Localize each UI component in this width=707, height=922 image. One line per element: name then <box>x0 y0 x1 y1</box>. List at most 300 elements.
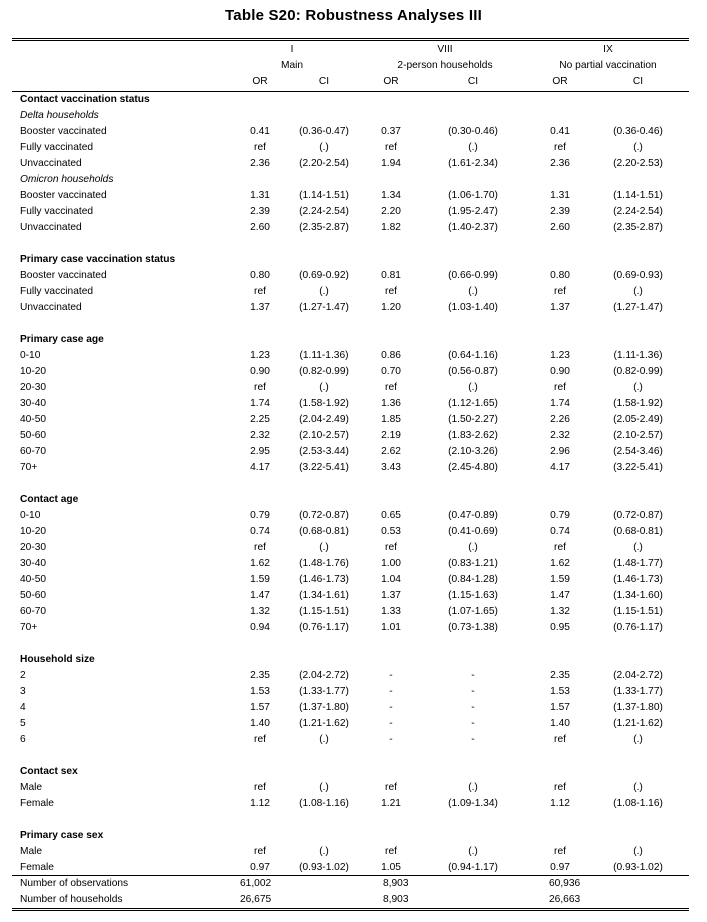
or-value: 1.34 <box>381 190 401 201</box>
or-value: 2.95 <box>250 446 270 457</box>
row-label: 0-10 <box>20 510 41 521</box>
model-roman-3: IX <box>603 44 613 55</box>
table-row <box>0 524 707 540</box>
or-value: 1.47 <box>550 590 570 601</box>
row-label: Unvaccinated <box>20 302 82 313</box>
ci-value: (0.84-1.28) <box>448 574 498 585</box>
footer-value: 8,903 <box>383 894 409 905</box>
row-label: 40-50 <box>20 414 47 425</box>
ci-value: (1.37-1.80) <box>299 702 349 713</box>
table-row <box>0 732 707 748</box>
subsection-title <box>0 108 707 124</box>
table-row <box>0 540 707 556</box>
ci-value: (.) <box>468 846 478 857</box>
row-label: 0-10 <box>20 350 41 361</box>
or-value: 1.12 <box>550 798 570 809</box>
ci-value: (.) <box>468 542 478 553</box>
or-value: 0.80 <box>250 270 270 281</box>
row-label: 30-40 <box>20 398 47 409</box>
footer-label: Number of observations <box>20 878 129 889</box>
row-label: 3 <box>20 686 26 697</box>
or-value: 0.81 <box>381 270 401 281</box>
ci-value: (.) <box>633 142 643 153</box>
or-value: 2.36 <box>250 158 270 169</box>
section-title <box>0 332 707 348</box>
footer-value: 8,903 <box>383 878 409 889</box>
or-header: OR <box>383 76 399 87</box>
model-roman-1: I <box>290 44 294 55</box>
ci-value: (1.37-1.80) <box>613 702 663 713</box>
or-value: 1.23 <box>550 350 570 361</box>
table-row <box>0 796 707 812</box>
ci-value: (2.45-4.80) <box>448 462 498 473</box>
table-row <box>0 860 707 876</box>
or-value: ref <box>254 782 266 793</box>
ci-value: (.) <box>633 734 643 745</box>
or-value: ref <box>385 382 397 393</box>
row-label: Fully vaccinated <box>20 206 94 217</box>
or-value: 1.21 <box>381 798 401 809</box>
table-row <box>0 188 707 204</box>
table-row <box>0 700 707 716</box>
row-label: 40-50 <box>20 574 47 585</box>
table-row <box>0 444 707 460</box>
or-value: ref <box>254 846 266 857</box>
ci-value: (1.33-1.77) <box>299 686 349 697</box>
ci-value: (0.72-0.87) <box>299 510 349 521</box>
row-label: 50-60 <box>20 430 47 441</box>
or-value: 0.90 <box>250 366 270 377</box>
section-title <box>0 764 707 780</box>
ci-value: (.) <box>319 286 329 297</box>
or-value: 0.37 <box>381 126 401 137</box>
or-value: 1.12 <box>250 798 270 809</box>
table-row <box>0 604 707 620</box>
table-row <box>0 348 707 364</box>
ci-value: (1.21-1.62) <box>613 718 663 729</box>
or-value: 1.47 <box>250 590 270 601</box>
row-label: Unvaccinated <box>20 158 82 169</box>
table-row <box>0 140 707 156</box>
or-value: 0.79 <box>250 510 270 521</box>
or-value: ref <box>254 734 266 745</box>
row-label: 20-30 <box>20 542 47 553</box>
section-title-label: Primary case age <box>20 334 104 345</box>
table-row <box>0 124 707 140</box>
table-row <box>0 780 707 796</box>
or-value: 1.57 <box>550 702 570 713</box>
ci-value: (0.76-1.17) <box>299 622 349 633</box>
or-value: 1.31 <box>250 190 270 201</box>
or-value: 1.59 <box>550 574 570 585</box>
or-value: 2.32 <box>250 430 270 441</box>
or-value: 1.74 <box>550 398 570 409</box>
ci-value: (.) <box>633 846 643 857</box>
or-value: ref <box>554 382 566 393</box>
or-value: 4.17 <box>250 462 270 473</box>
table-title: Table S20: Robustness Analyses III <box>225 7 482 24</box>
or-value: ref <box>554 542 566 553</box>
ci-value: (.) <box>319 734 329 745</box>
ci-value: (0.66-0.99) <box>448 270 498 281</box>
ci-value: (0.83-1.21) <box>448 558 498 569</box>
row-label: 20-30 <box>20 382 47 393</box>
ci-value: (.) <box>633 542 643 553</box>
or-header: OR <box>552 76 568 87</box>
row-label: 4 <box>20 702 26 713</box>
bottom-rule-double <box>12 910 689 911</box>
or-value: 1.57 <box>250 702 270 713</box>
or-value: 1.36 <box>381 398 401 409</box>
ci-value: (.) <box>633 286 643 297</box>
section-title <box>0 828 707 844</box>
ci-value: (.) <box>633 382 643 393</box>
table-row <box>0 844 707 860</box>
or-value: 0.79 <box>550 510 570 521</box>
ci-value: (2.04-2.72) <box>299 670 349 681</box>
ci-value: (.) <box>468 142 478 153</box>
or-value: 1.37 <box>381 590 401 601</box>
or-value: ref <box>385 142 397 153</box>
ci-value: (0.69-0.93) <box>613 270 663 281</box>
footer-value: 61,002 <box>240 878 272 889</box>
or-value: ref <box>254 142 266 153</box>
ci-value: (.) <box>319 782 329 793</box>
ci-value: (0.76-1.17) <box>613 622 663 633</box>
ci-value: (0.30-0.46) <box>448 126 498 137</box>
ci-value: (1.12-1.65) <box>448 398 498 409</box>
footer-value: 26,663 <box>549 894 581 905</box>
ci-value: (1.46-1.73) <box>613 574 663 585</box>
row-label: Fully vaccinated <box>20 142 94 153</box>
ci-value: (1.34-1.60) <box>613 590 663 601</box>
or-value: ref <box>254 286 266 297</box>
ci-value: (1.14-1.51) <box>299 190 349 201</box>
section-title <box>0 492 707 508</box>
or-value: - <box>389 718 393 729</box>
ci-value: (1.11-1.36) <box>299 350 349 361</box>
or-value: ref <box>554 782 566 793</box>
ci-value: (3.22-5.41) <box>613 462 663 473</box>
or-value: 0.95 <box>550 622 570 633</box>
or-value: ref <box>385 542 397 553</box>
row-label: 60-70 <box>20 606 47 617</box>
section-title-label: Primary case sex <box>20 830 104 841</box>
ci-value: (1.61-2.34) <box>448 158 498 169</box>
ci-value: (2.04-2.72) <box>613 670 663 681</box>
row-label: 70+ <box>20 462 38 473</box>
ci-value: (1.34-1.61) <box>299 590 349 601</box>
row-label: 2 <box>20 670 26 681</box>
ci-value: (0.36-0.47) <box>299 126 349 137</box>
footer-value: 26,675 <box>240 894 272 905</box>
ci-value: (0.36-0.46) <box>613 126 663 137</box>
ci-value: (0.69-0.92) <box>299 270 349 281</box>
table-row <box>0 716 707 732</box>
ci-value: (2.10-2.57) <box>299 430 349 441</box>
or-value: 0.80 <box>550 270 570 281</box>
ci-value: (1.46-1.73) <box>299 574 349 585</box>
ci-value: (1.58-1.92) <box>613 398 663 409</box>
ci-value: (0.56-0.87) <box>448 366 498 377</box>
ci-value: (1.08-1.16) <box>613 798 663 809</box>
table-row <box>0 412 707 428</box>
row-label: 70+ <box>20 622 38 633</box>
ci-value: (2.35-2.87) <box>613 222 663 233</box>
ci-value: (1.83-2.62) <box>448 430 498 441</box>
ci-value: (0.64-1.16) <box>448 350 498 361</box>
observations-row <box>0 876 707 892</box>
ci-header: CI <box>467 76 479 87</box>
ci-header: CI <box>318 76 330 87</box>
ci-value: (1.95-2.47) <box>448 206 498 217</box>
ci-value: (1.48-1.76) <box>299 558 349 569</box>
subsection-label: Delta households <box>20 110 99 121</box>
ci-value: (1.11-1.36) <box>613 350 663 361</box>
or-value: 0.53 <box>381 526 401 537</box>
or-value: 0.70 <box>381 366 401 377</box>
ci-value: (2.24-2.54) <box>299 206 349 217</box>
or-value: - <box>389 702 393 713</box>
or-value: - <box>389 670 393 681</box>
or-value: 3.43 <box>381 462 401 473</box>
row-label: Female <box>20 798 54 809</box>
ci-value: (2.35-2.87) <box>299 222 349 233</box>
table-row <box>0 588 707 604</box>
or-value: 2.20 <box>381 206 401 217</box>
header-row-labels <box>0 74 707 90</box>
ci-value: (0.82-0.99) <box>299 366 349 377</box>
footer-value: 60,936 <box>549 878 581 889</box>
table-row <box>0 204 707 220</box>
ci-value: (.) <box>319 382 329 393</box>
row-label: 50-60 <box>20 590 47 601</box>
ci-value: (0.93-1.02) <box>299 862 349 873</box>
or-value: 2.19 <box>381 430 401 441</box>
or-value: ref <box>385 286 397 297</box>
or-value: 1.33 <box>381 606 401 617</box>
or-value: 1.94 <box>381 158 401 169</box>
or-value: ref <box>385 846 397 857</box>
ci-header: CI <box>632 76 644 87</box>
or-value: 2.39 <box>250 206 270 217</box>
top-rule <box>12 38 689 39</box>
or-value: 1.23 <box>250 350 270 361</box>
section-title <box>0 92 707 108</box>
ci-value: (1.07-1.65) <box>448 606 498 617</box>
table-row <box>0 508 707 524</box>
or-value: 1.20 <box>381 302 401 313</box>
row-label: Male <box>20 782 43 793</box>
section-title <box>0 652 707 668</box>
ci-value: (2.20-2.54) <box>299 158 349 169</box>
ci-value: (0.68-0.81) <box>613 526 663 537</box>
ci-value: (.) <box>319 542 329 553</box>
subsection-title <box>0 172 707 188</box>
ci-value: (0.47-0.89) <box>448 510 498 521</box>
section-title-label: Contact vaccination status <box>20 94 150 105</box>
section-title <box>0 252 707 268</box>
ci-value: (.) <box>468 782 478 793</box>
ci-value: (1.14-1.51) <box>613 190 663 201</box>
ci-value: (.) <box>319 846 329 857</box>
or-value: 2.36 <box>550 158 570 169</box>
table-row <box>0 300 707 316</box>
or-value: 2.35 <box>550 670 570 681</box>
or-value: 1.37 <box>250 302 270 313</box>
or-value: 1.01 <box>381 622 401 633</box>
or-value: 1.04 <box>381 574 401 585</box>
table-row <box>0 380 707 396</box>
bottom-rule <box>12 908 689 909</box>
ci-value: (3.22-5.41) <box>299 462 349 473</box>
ci-value: (1.33-1.77) <box>613 686 663 697</box>
table-row <box>0 156 707 172</box>
or-value: 1.82 <box>381 222 401 233</box>
ci-value: (.) <box>468 286 478 297</box>
or-value: 2.39 <box>550 206 570 217</box>
table-row <box>0 284 707 300</box>
model-name-1: Main <box>280 60 304 71</box>
row-label: Booster vaccinated <box>20 270 107 281</box>
table-row <box>0 620 707 636</box>
ci-value: - <box>471 702 475 713</box>
table-row <box>0 364 707 380</box>
ci-value: (0.82-0.99) <box>613 366 663 377</box>
header-row-roman <box>0 42 707 58</box>
or-value: 2.32 <box>550 430 570 441</box>
section-title-label: Contact age <box>20 494 79 505</box>
or-value: 1.31 <box>550 190 570 201</box>
or-value: 0.90 <box>550 366 570 377</box>
subsection-label: Omicron households <box>20 174 114 185</box>
or-value: ref <box>554 286 566 297</box>
or-value: 1.59 <box>250 574 270 585</box>
or-value: 0.74 <box>250 526 270 537</box>
model-name-3: No partial vaccination <box>559 60 657 71</box>
ci-value: (2.20-2.53) <box>613 158 663 169</box>
table-row <box>0 668 707 684</box>
ci-value: (2.24-2.54) <box>613 206 663 217</box>
row-label: 30-40 <box>20 558 47 569</box>
ci-value: (1.08-1.16) <box>299 798 349 809</box>
ci-value: (1.15-1.51) <box>299 606 349 617</box>
ci-value: (1.09-1.34) <box>448 798 498 809</box>
ci-value: (1.40-2.37) <box>448 222 498 233</box>
section-title-label: Contact sex <box>20 766 78 777</box>
ci-value: (0.94-1.17) <box>448 862 498 873</box>
table-row <box>0 396 707 412</box>
or-value: - <box>389 686 393 697</box>
top-rule-double <box>12 40 689 41</box>
ci-value: (.) <box>468 382 478 393</box>
or-value: 1.05 <box>381 862 401 873</box>
table-row <box>0 220 707 236</box>
ci-value: - <box>471 670 475 681</box>
or-value: 2.60 <box>250 222 270 233</box>
row-label: Male <box>20 846 43 857</box>
row-label: 6 <box>20 734 26 745</box>
footer-label: Number of households <box>20 894 123 905</box>
row-label: Female <box>20 862 54 873</box>
ci-value: (1.58-1.92) <box>299 398 349 409</box>
or-value: 1.32 <box>550 606 570 617</box>
or-value: 4.17 <box>550 462 570 473</box>
table-row <box>0 460 707 476</box>
table-row <box>0 572 707 588</box>
row-label: Booster vaccinated <box>20 190 107 201</box>
or-value: 1.40 <box>550 718 570 729</box>
row-label: Fully vaccinated <box>20 286 94 297</box>
ci-value: (1.15-1.51) <box>613 606 663 617</box>
or-value: 1.62 <box>250 558 270 569</box>
or-value: 1.53 <box>250 686 270 697</box>
or-value: ref <box>254 542 266 553</box>
or-value: 2.25 <box>250 414 270 425</box>
model-roman-2: VIII <box>437 44 453 55</box>
or-value: 0.65 <box>381 510 401 521</box>
or-value: 2.96 <box>550 446 570 457</box>
or-value: 1.40 <box>250 718 270 729</box>
row-label: Booster vaccinated <box>20 126 107 137</box>
or-value: ref <box>254 382 266 393</box>
or-value: 0.41 <box>550 126 570 137</box>
ci-value: (2.53-3.44) <box>299 446 349 457</box>
ci-value: (1.48-1.77) <box>613 558 663 569</box>
or-value: 2.62 <box>381 446 401 457</box>
or-value: 1.74 <box>250 398 270 409</box>
or-value: - <box>389 734 393 745</box>
or-value: 1.32 <box>250 606 270 617</box>
or-value: 0.94 <box>250 622 270 633</box>
or-value: ref <box>554 142 566 153</box>
ci-value: (1.06-1.70) <box>448 190 498 201</box>
ci-value: (.) <box>633 782 643 793</box>
or-value: 1.53 <box>550 686 570 697</box>
or-value: 0.41 <box>250 126 270 137</box>
ci-value: (2.04-2.49) <box>299 414 349 425</box>
ci-value: - <box>471 734 475 745</box>
or-value: 1.85 <box>381 414 401 425</box>
or-value: 0.97 <box>550 862 570 873</box>
section-title-label: Household size <box>20 654 95 665</box>
or-value: 0.74 <box>550 526 570 537</box>
or-value: ref <box>554 734 566 745</box>
ci-value: (0.72-0.87) <box>613 510 663 521</box>
ci-value: (2.54-3.46) <box>613 446 663 457</box>
row-label: 10-20 <box>20 366 47 377</box>
ci-value: (0.73-1.38) <box>448 622 498 633</box>
ci-value: (0.93-1.02) <box>613 862 663 873</box>
ci-value: - <box>471 686 475 697</box>
or-value: ref <box>554 846 566 857</box>
ci-value: (2.10-3.26) <box>448 446 498 457</box>
or-value: 1.37 <box>550 302 570 313</box>
model-name-2: 2-person households <box>397 60 493 71</box>
row-label: 10-20 <box>20 526 47 537</box>
households-row <box>0 892 707 908</box>
table-row <box>0 556 707 572</box>
row-label: Unvaccinated <box>20 222 82 233</box>
or-header: OR <box>252 76 268 87</box>
table-row <box>0 428 707 444</box>
row-label: 60-70 <box>20 446 47 457</box>
or-value: 2.26 <box>550 414 570 425</box>
header-row-name <box>0 58 707 74</box>
or-value: 2.35 <box>250 670 270 681</box>
or-value: 0.97 <box>250 862 270 873</box>
ci-value: (0.68-0.81) <box>299 526 349 537</box>
